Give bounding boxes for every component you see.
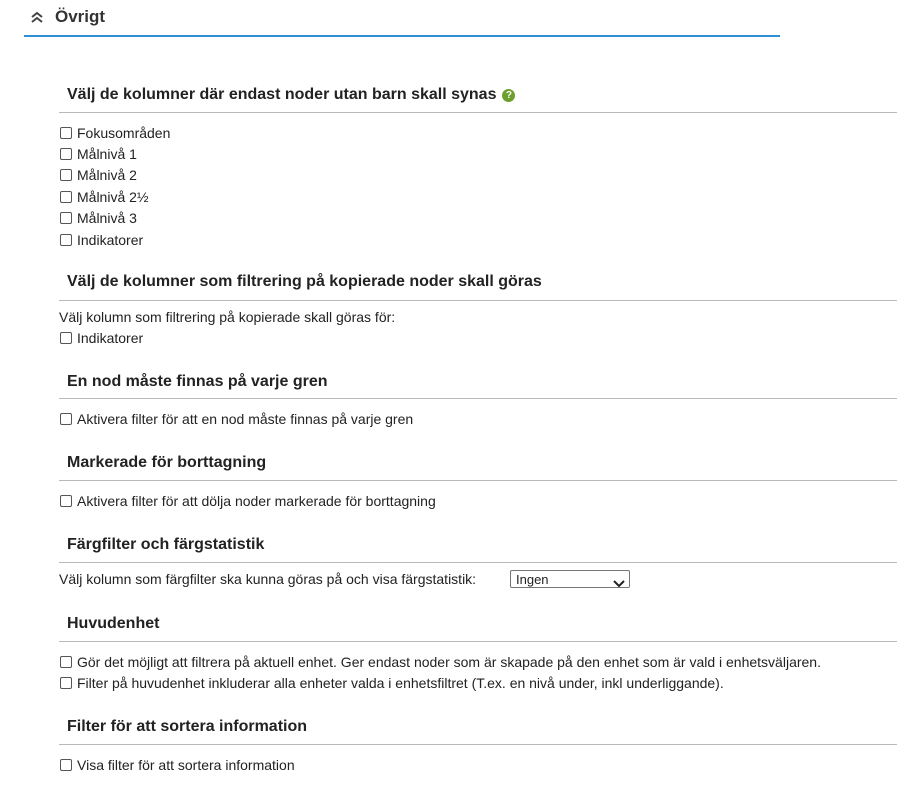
checkbox-label: Målnivå 2 [77, 167, 137, 183]
checkbox-row-indikatorer[interactable] [59, 230, 143, 248]
color-filter-heading: Färgfilter och färgstatistik [67, 536, 265, 553]
checkbox-label: Fokusområden [77, 125, 171, 141]
checkbox-row-malniva-1[interactable] [59, 144, 137, 162]
divider [59, 641, 897, 642]
divider [59, 744, 897, 745]
help-icon[interactable]: ? [502, 89, 515, 102]
sort-info-heading: Filter för att sortera information [67, 718, 308, 735]
checkbox-label: Målnivå 2½ [77, 189, 149, 205]
checkbox-row-fokusomraden[interactable] [59, 123, 170, 141]
checkbox-row-malniva-3[interactable] [59, 208, 137, 226]
divider [59, 112, 897, 113]
checkbox[interactable] [60, 677, 72, 689]
checkbox[interactable] [60, 495, 72, 507]
checkbox-label: Målnivå 1 [77, 146, 137, 162]
checkbox-row-malniva-2-5[interactable] [59, 187, 149, 205]
double-chevron-up-icon[interactable] [30, 10, 44, 27]
checkbox[interactable] [60, 127, 72, 139]
checkbox-row-sort-info[interactable] [59, 755, 295, 773]
checkbox-label: Indikatorer [77, 232, 144, 248]
main-unit-heading: Huvudenhet [67, 615, 160, 632]
checkbox-label: Filter på huvudenhet inkluderar alla enheter valda i enhetsfiltret (T.ex. en nivå under, inkl underliggande). [77, 675, 724, 691]
divider [59, 300, 897, 301]
divider [59, 398, 897, 399]
copied-filter-heading: Välj de kolumner som filtrering på kopierade noder skall göras [67, 273, 542, 290]
node-each-branch-heading: En nod måste finnas på varje gren [67, 373, 328, 390]
checkbox[interactable] [60, 759, 72, 771]
select-value: Ingen [516, 572, 549, 587]
checkbox-label: Visa filter för att sortera information [77, 757, 295, 773]
divider [59, 480, 897, 481]
checkbox[interactable] [60, 212, 72, 224]
checkbox[interactable] [60, 234, 72, 246]
marked-removal-heading: Markerade för borttagning [67, 454, 267, 471]
divider [59, 562, 897, 563]
checkbox[interactable] [60, 656, 72, 668]
checkbox-label: Aktivera filter för att dölja noder markerade för borttagning [77, 493, 436, 509]
color-filter-select[interactable] [510, 570, 630, 588]
checkbox-label: Indikatorer [77, 330, 144, 346]
checkbox[interactable] [60, 191, 72, 203]
checkbox-label: Aktivera filter för att en nod måste finnas på varje gren [77, 411, 414, 427]
leaf-columns-heading: Välj de kolumner där endast noder utan barn skall synas ? [67, 86, 515, 104]
copied-filter-description: Välj kolumn som filtrering på kopierade skall göras för: [59, 309, 396, 325]
section-title: Övrigt [55, 7, 106, 26]
checkbox-row-malniva-2[interactable] [59, 165, 137, 183]
checkbox-row-current-unit[interactable] [59, 652, 821, 670]
checkbox-row-copied-indikatorer[interactable] [59, 328, 143, 346]
checkbox[interactable] [60, 413, 72, 425]
checkbox-row-node-each-branch[interactable] [59, 409, 413, 427]
checkbox-label: Gör det möjligt att filtrera på aktuell enhet. Ger endast noder som är skapade på den enhet som är vald i enhetsväljaren. [77, 654, 821, 670]
checkbox[interactable] [60, 169, 72, 181]
checkbox-label: Målnivå 3 [77, 210, 137, 226]
color-filter-label: Välj kolumn som färgfilter ska kunna göras på och visa färgstatistik: [59, 571, 477, 587]
checkbox[interactable] [60, 148, 72, 160]
chevron-down-icon [613, 575, 625, 591]
section-header-ovrigt[interactable] [24, 0, 780, 37]
checkbox[interactable] [60, 332, 72, 344]
checkbox-row-main-unit-includes[interactable] [59, 673, 724, 691]
checkbox-row-marked-removal[interactable] [59, 491, 436, 509]
